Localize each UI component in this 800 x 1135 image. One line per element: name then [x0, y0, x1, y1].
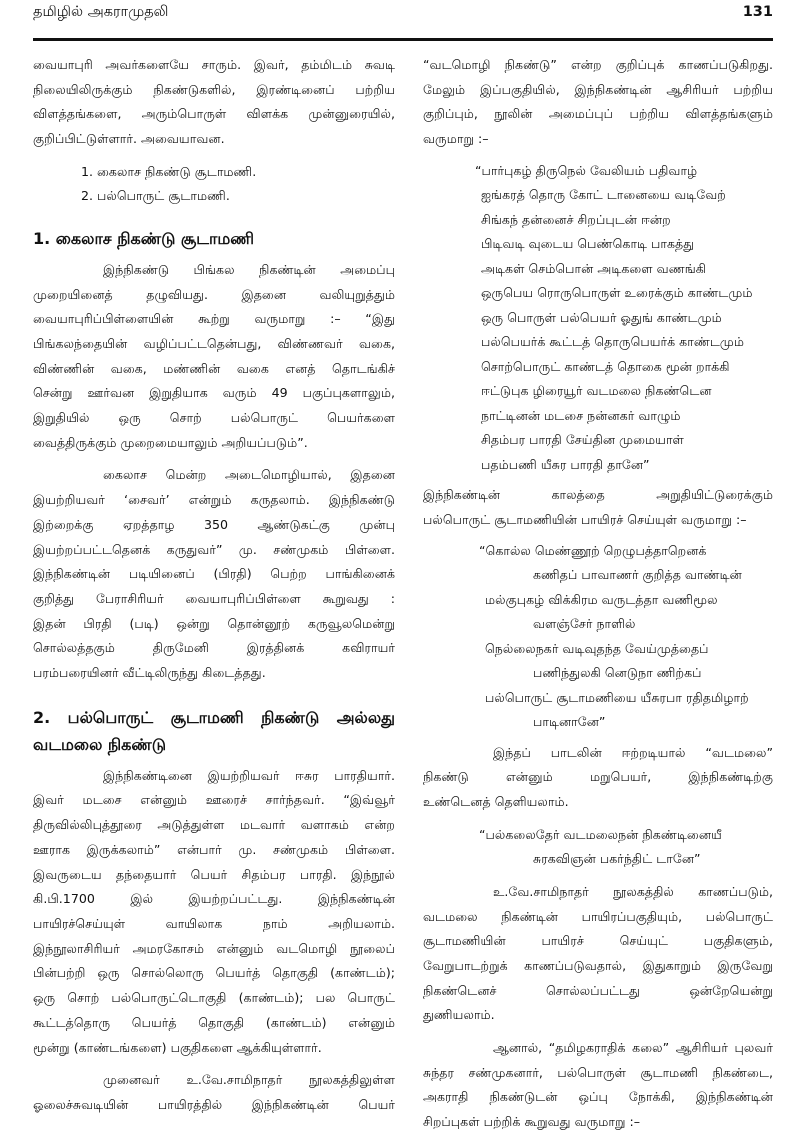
verse-line: ஒரு பொருள் பல்பெயர் ஓதுங் காண்டமும்: [481, 309, 722, 325]
text-line: கைலாச மென்ற அடைமொழியால், இதனை: [103, 467, 395, 483]
section-heading-1: 1. கைலாச நிகண்டு சூடாமணி: [33, 228, 254, 248]
text-line: இயற்றப்பட்டதெனக் கருதுவர்” மு. சண்முகம் பிள்ளை.: [33, 541, 395, 557]
text-line: இந்நிகண்டின் காலத்தை அறுதியிட்டுரைக்கும்: [423, 487, 773, 503]
verse-line: பிடிவடி வுடைய பெண்கொடி பாகத்து: [481, 236, 695, 252]
verse-line: பல்பொருட் சூடாமணியை யீசுரபா ரதிதமிழாற்: [485, 689, 749, 705]
verse-block: [423, 159, 773, 478]
paragraph: [423, 483, 773, 532]
text-line: இந்நிகண்டு பிங்கல நிகண்டின் அமைப்பு: [103, 261, 395, 277]
verse-line: சொற்பொருட் காண்டத் தொகை மூன் றாக்கி: [481, 358, 730, 374]
intro-paragraph: [33, 53, 395, 152]
verse-line: சிங்கந் தன்னைச் சிறப்புடன் ஈன்ற: [481, 211, 671, 227]
verse-line: கணிதப் பாவாணர் குறித்த வாண்டின்: [533, 567, 742, 583]
text-line: குறிப்பும், நூலின் அமைப்புப் பற்றிய விளத்தங்களும்: [423, 106, 773, 122]
verse-line: அடிகள் செம்பொன் அடிகளை வணங்கி: [481, 260, 707, 276]
text-line: சூடாமணியின் பாயிரச் செய்யுட் பகுதிகளும்,: [423, 933, 773, 949]
text-line: இற்றைக்கு ஏறத்தாழ 350 ஆண்டுகட்கு முன்பு: [33, 516, 395, 532]
verse-line: மல்குபுகழ் விக்கிரம வருடத்தா வணிமூல: [485, 591, 718, 607]
text-line: இந்நிகண்டின் படியினைப் (பிரதி) பெற்ற பாங்கினைக்: [33, 566, 395, 582]
text-line: விண்ணின் வகை, மண்ணின் வகை எனத் தொடங்கிச்: [33, 360, 395, 376]
verse-line: பல்பெயர்க் கூட்டத் தொருபெயர்க் காண்டமும்: [481, 334, 744, 350]
verse-line: நாட்டினன் மடசை நன்னகர் வாழும்: [481, 407, 681, 423]
text-line: திருவில்லிபுத்தூரை அடுத்துள்ள மடவார் வளாகம் என்ற: [33, 817, 395, 833]
verse-line: “கொல்ல மெண்ணூற் றெழுபத்தாறெனக்: [479, 542, 707, 558]
running-title: தமிழில் அகராமுதலி: [33, 4, 169, 20]
verse-line: பாடினானே”: [533, 714, 606, 730]
text-line: முறையினைத் தழுவியது. இதனை வலியுறுத்தும்: [33, 286, 395, 302]
page-header: [33, 0, 773, 41]
text-line: குறித்து பேராசிரியர் வையாபுரிப்பிள்ளை கூறுவது :: [33, 590, 395, 606]
text-line: ஒரு சொற் பல்பொருட்டொகுதி (காண்டம்); பல பொருட்: [33, 990, 395, 1006]
paragraph: [423, 741, 773, 815]
text-line: இவர் மடசை என்னும் ஊரைச் சார்ந்தவர். “இவ்வூர்: [33, 792, 395, 808]
text-line: வையாபுரி அவர்களையே சாரும். இவர், தம்மிடம் சுவடி: [33, 57, 395, 72]
nikandu-list: [33, 160, 395, 209]
text-line: மூன்று (காண்டங்களை) பகுதிகளை ஆக்கியுள்ளார்.: [33, 1039, 322, 1055]
text-line: “வடமொழி நிகண்டு” என்ற குறிப்புக் காணப்படுகிறது.: [423, 57, 773, 72]
paragraph: [423, 53, 773, 152]
right-column: [423, 52, 773, 1135]
text-line: வேறுபாடற்றுக் காணப்படுவதால், இதுகாறும் இருவேறு: [423, 957, 773, 973]
paragraph: [423, 1036, 773, 1135]
verse-line: ஈட்டுபுக ழிரையூர் வடமலை நிகண்டென: [481, 383, 712, 399]
text-line: இந்நூலாசிரியர் அமரகோசம் என்னும் வடமொழி நூலைப்: [33, 940, 395, 956]
text-line: இறுதியில் ஒரு சொற் பல்பொருட் பெயர்களை: [33, 410, 395, 426]
text-line: சென்று ஊர்வன இறுதியாக வரும் 49 பகுப்புகளாலும்,: [33, 385, 395, 401]
text-line: நிகண்டு என்னும் மறுபெயர், இந்நிகண்டிற்கு: [423, 769, 773, 785]
text-line: ஓலைச்சுவடியின் பாயிரத்தில் இந்நிகண்டின் பெயர்: [33, 1096, 395, 1112]
paragraph: [33, 764, 395, 1060]
page-number: 131: [742, 4, 773, 20]
text-line: இந்நிகண்டினை இயற்றியவர் ஈசுர பாரதியார்.: [103, 767, 395, 783]
text-line: சிறப்புகள் பற்றிக் கூறுவது வருமாறு :–: [423, 1114, 641, 1130]
text-line: வையாபுரிப்பிள்ளையின் கூற்று வருமாறு :– “இது: [33, 311, 395, 327]
text-line: நிகண்டெனச் சொல்லப்பட்டது ஒன்றேயென்று: [423, 982, 773, 998]
text-line: கி.பி.1700 இல் இயற்றப்பட்டது. இந்நிகண்டின்: [33, 891, 395, 907]
verse-block: [423, 539, 773, 735]
text-line: குறிப்பிட்டுள்ளார். அவையாவன.: [33, 131, 225, 147]
text-line: சுந்தர சண்முகனார், பல்பொருள் சூடாமணி நிகண்டை,: [423, 1064, 773, 1080]
verse-line: ஐங்கரத் தொரு கோட் டானையை வடிவேற்: [481, 187, 726, 203]
left-column: [33, 52, 395, 1118]
verse-block: [423, 823, 773, 872]
text-line: ஊராக இருக்கலாம்” என்பார் மு. சண்முகம் பிள்ளை.: [33, 841, 395, 857]
text-line: விளத்தங்களை, அரும்பொருள் விளக்க முன்னுரையில்,: [33, 106, 395, 122]
text-line: இவருடைய தந்தையார் பெயர் சிதம்பர பாரதி. இந்நூல்: [33, 866, 395, 882]
text-line: நிலையிலிருக்கும் நிகண்டுகளில், இரண்டினைப் பற்றிய: [33, 81, 395, 97]
text-line: பரம்பரையினர் வீட்டிலிருந்து கிடைத்தது.: [33, 665, 266, 681]
text-line: துணியலாம்.: [423, 1007, 495, 1023]
text-line: வடமலை நிகண்டின் பாயிரப்பகுதியும், பல்பொருட்: [423, 908, 773, 924]
text-line: உண்டெனத் தெளியலாம்.: [423, 794, 569, 810]
text-line: பிங்கலந்தையின் வழிப்பட்டதென்பது, விண்ணவர் வகை,: [33, 335, 395, 351]
paragraph: [33, 1068, 395, 1117]
heading-line: 2. பல்பொருட் சூடாமணி நிகண்டு அல்லது: [33, 707, 395, 727]
verse-line: சிதம்பர பாரதி சேய்தின முமையாள்: [481, 432, 684, 448]
verse-line: பணிந்துலகி னெடுநா ணிற்கப்: [533, 665, 702, 681]
verse-line: ஒருபெய ரொருபொருள் உரைக்கும் காண்டமும்: [481, 285, 753, 301]
verse-line: பதம்பணி யீசுர பாரதி தானே”: [481, 456, 650, 472]
text-line: பல்பொருட் சூடாமணியின் பாயிரச் செய்யுள் வருமாறு :–: [423, 512, 747, 528]
paragraph: [423, 880, 773, 1028]
text-line: உ.வே.சாமிநாதர் நூலகத்தில் காணப்படும்,: [493, 883, 773, 899]
list-item: 1. கைலாச நிகண்டு சூடாமணி.: [81, 163, 257, 179]
text-line: இயற்றியவர் ‘சைவர்’ என்றும் கருதலாம். இந்நிகண்டு: [33, 492, 395, 508]
text-line: முனைவர் உ.வே.சாமிநாதர் நூலகத்திலுள்ள: [103, 1072, 395, 1088]
verse-line: நெல்லைநகர் வடிவுதந்த வேய்முத்தைப்: [485, 640, 709, 656]
text-line: சொல்லத்தகும் திருமேனி இரத்தினக் கவிராயர்: [33, 640, 395, 656]
verse-line: வளஞ்சேர் நாளில்: [533, 616, 636, 632]
verse-line: “பார்புகழ் திருநெல் வேலியம் பதிவாழ்: [475, 162, 698, 178]
text-line: இதன் பிரதி (படி) ஒன்று தொன்னூற் கருவூலமென்று: [33, 615, 395, 631]
text-line: வைத்திருக்கும் முறைமையாலும் அறியப்படும்”.: [33, 434, 308, 450]
text-line: மேலும் இப்பகுதியில், இந்நிகண்டின் ஆசிரியர் பற்றிய: [423, 81, 773, 97]
text-line: ஆனால், “தமிழகராதிக் கலை” ஆசிரியர் புலவர்: [493, 1040, 773, 1056]
verse-line: “பல்கலைதேர் வடமலைநன் நிகண்டினையீ: [479, 826, 722, 842]
verse-line: சுரகவிஞன் பகர்ந்திட் டானே”: [533, 851, 701, 867]
paragraph: [33, 258, 395, 456]
list-item: 2. பல்பொருட் சூடாமணி.: [81, 188, 230, 204]
paragraph: [33, 463, 395, 685]
text-line: பாயிரச்செய்யுள் வாயிலாக நாம் அறியலாம்.: [33, 915, 395, 931]
text-line: பின்பற்றி ஒரு சொல்லொரு பெயர்த் தொகுதி (காண்டம்);: [33, 965, 395, 981]
heading-line: வடமலை நிகண்டு: [33, 734, 167, 754]
text-line: அகராதி நிகண்டுடன் ஒப்பு நோக்கி, இந்நிகண்டின்: [423, 1089, 773, 1105]
text-line: வருமாறு :–: [423, 131, 489, 147]
text-line: கூட்டத்தொரு பெயர்த் தொகுதி (காண்டம்) என்னும்: [33, 1014, 395, 1030]
text-line: இந்தப் பாடலின் ஈற்றடியால் “வடமலை”: [493, 744, 773, 760]
section-heading-2: [33, 704, 395, 758]
